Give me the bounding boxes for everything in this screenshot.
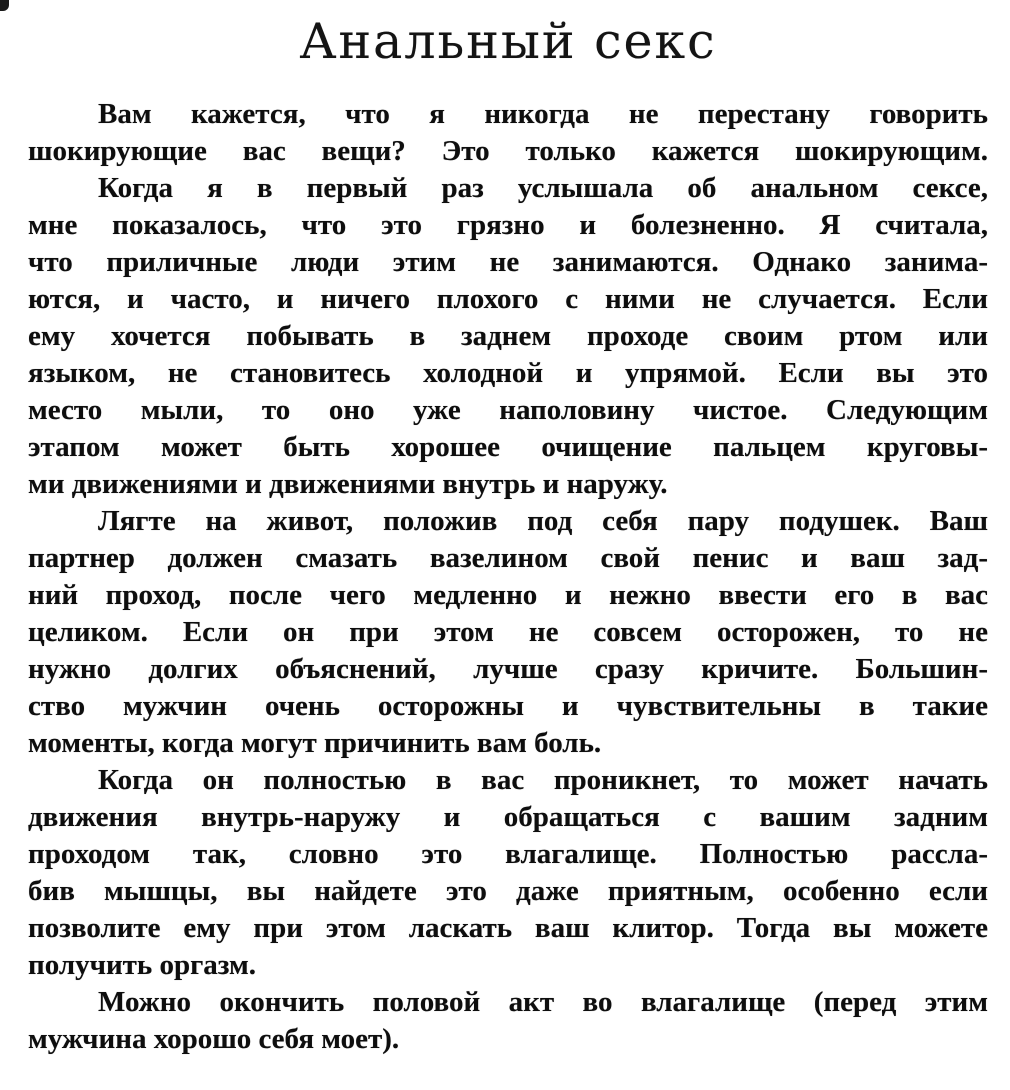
text-line: Можно окончить половой акт во влагалище (перед этим [98, 986, 988, 1018]
text-line: ему хочется побывать в заднем проходе своим ртом или [28, 320, 988, 352]
text-line: языком, не становитесь холодной и упрямой. Если вы это [28, 357, 988, 389]
text-line: нужно долгих объяснений, лучше сразу кричите. Большин- [28, 653, 988, 685]
text-line: место мыли, то оно уже наполовину чистое. Следующим [28, 394, 988, 426]
paragraph [28, 96, 988, 170]
text-line: проходом так, словно это влагалище. Полностью рассла- [28, 838, 988, 870]
text-line: ство мужчин очень осторожны и чувствительны в такие [28, 690, 988, 722]
paragraph [28, 984, 988, 1058]
page-title: Анальный секс [299, 13, 717, 70]
paragraph [28, 170, 988, 503]
text-line: Когда я в первый раз услышала об анальном сексе, [98, 172, 988, 204]
paragraph [28, 503, 988, 762]
text-line: партнер должен смазать вазелином свой пенис и ваш зад- [28, 542, 988, 574]
text-line: Когда он полностью в вас проникнет, то может начать [98, 764, 988, 796]
text-line: мужчина хорошо себя моет). [28, 1023, 400, 1055]
text-body [28, 96, 988, 1058]
text-line: мне показалось, что это грязно и болезненно. Я считала, [28, 209, 988, 241]
text-line: этапом может быть хорошее очищение пальцем круговы- [28, 431, 988, 463]
text-line: позволите ему при этом ласкать ваш клитор. Тогда вы можете [28, 912, 988, 944]
paragraph [28, 762, 988, 984]
text-line: ются, и часто, и ничего плохого с ними не случается. Если [28, 283, 988, 315]
text-line: что приличные люди этим не занимаются. Однако занима- [28, 246, 988, 278]
text-line: целиком. Если он при этом не совсем осторожен, то не [28, 616, 988, 648]
text-line: бив мышцы, вы найдете это даже приятным, особенно если [28, 875, 988, 907]
text-line: ний проход, после чего медленно и нежно ввести его в вас [28, 579, 988, 611]
text-line: моменты, когда могут причинить вам боль. [28, 727, 602, 759]
text-line: шокирующие вас вещи? Это только кажется шокирующим. [28, 135, 988, 167]
text-line: ми движениями и движениями внутрь и наружу. [28, 468, 668, 500]
text-line: получить оргазм. [28, 949, 257, 981]
text-line: движения внутрь-наружу и обращаться с вашим задним [28, 801, 988, 833]
text-line: Вам кажется, что я никогда не перестану говорить [98, 98, 988, 130]
text-line: Лягте на живот, положив под себя пару подушек. Ваш [98, 505, 988, 537]
